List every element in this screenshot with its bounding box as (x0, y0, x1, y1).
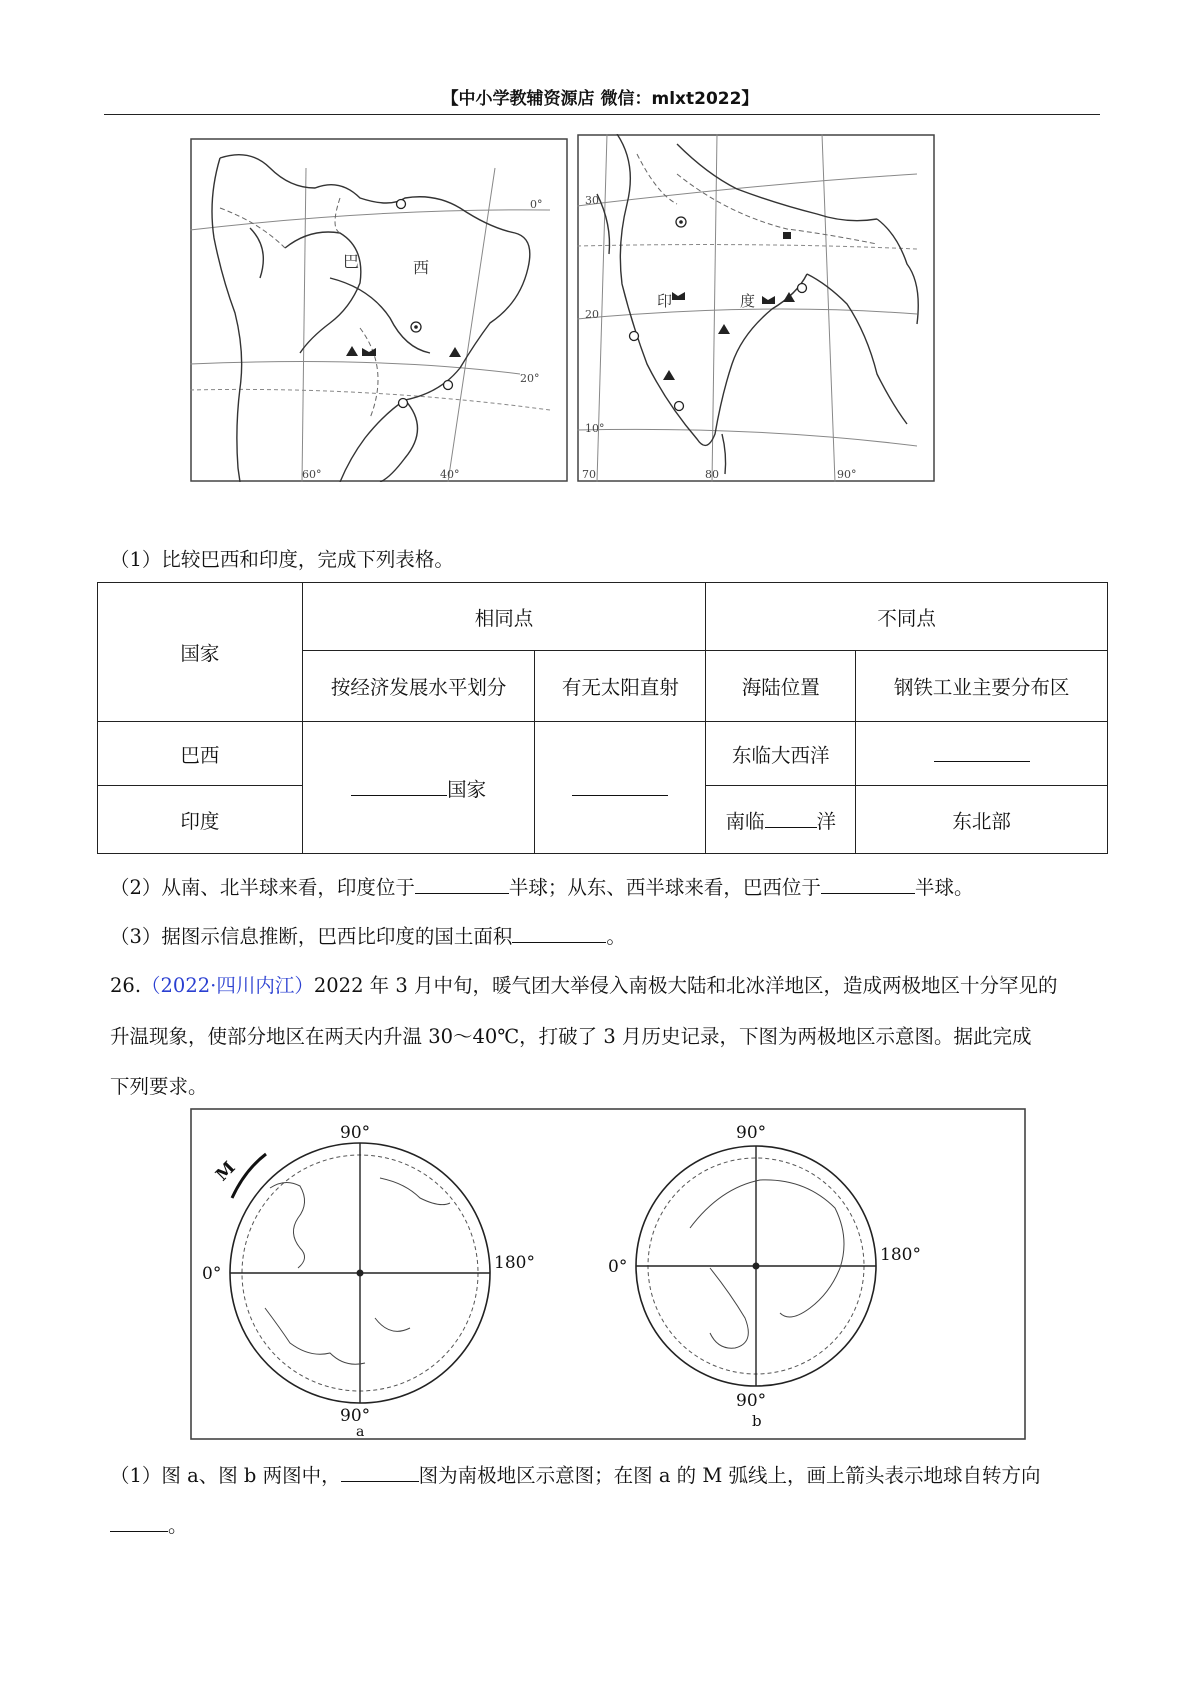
india-label-2: 度 (740, 292, 756, 310)
polar-a-top: 90° (340, 1123, 371, 1143)
blank-sun[interactable] (572, 775, 668, 796)
question-2: （2）从南、北半球来看，印度位于 半球；从东、西半球来看，巴西位于 半球。 (110, 872, 973, 900)
india-sea-suffix: 洋 (816, 809, 837, 833)
cell-india-sea (706, 786, 856, 854)
polar-a-caption: a (356, 1424, 365, 1440)
india-lat-30: 30 (585, 194, 599, 207)
brazil-lat-20: 20° (520, 372, 540, 385)
brazil-lon-60: 60° (302, 468, 322, 481)
polar-b-top: 90° (736, 1123, 767, 1143)
blank-q3-area[interactable] (512, 922, 606, 943)
cell-sun-answer (535, 722, 706, 854)
header-same: 相同点 (302, 583, 706, 651)
cell-india-steel: 东北部 (856, 786, 1108, 854)
row-brazil-label: 巴西 (98, 722, 303, 786)
blank-q2-hemisphere-ew[interactable] (821, 873, 915, 894)
polar-a-left: 0° (202, 1264, 222, 1284)
question-source-link[interactable]: （2022·四川内江） (141, 974, 314, 997)
question-3: （3）据图示信息推断，巴西比印度的国土面积 。 (110, 921, 626, 949)
polar-diagram (190, 1108, 1026, 1440)
brazil-label-1: 巴 (343, 252, 360, 271)
india-sea-prefix: 南临 (725, 809, 765, 833)
header-country: 国家 (98, 583, 303, 722)
polar-b-left: 0° (608, 1257, 628, 1277)
econ-suffix: 国家 (447, 777, 487, 801)
cell-brazil-steel (856, 722, 1108, 786)
header-divider (104, 114, 1100, 115)
question-26-line-2: 升温现象，使部分地区在两天内升温 30～40℃，打破了 3 月历史记录，下图为两极地区示意图。据此完成 (110, 1025, 1032, 1048)
page-header: 【中小学教辅资源店 微信：mlxt2022】 (441, 89, 759, 109)
india-lat-10: 10° (585, 422, 605, 435)
blank-q26-1-figure[interactable] (341, 1461, 419, 1482)
question-26-line-3: 下列要求。 (110, 1075, 208, 1098)
question-26-1-line-1: （1）图 a、图 b 两图中， 图为南极地区示意图；在图 a 的 M 弧线上，画上箭头表示地球自转方向 (110, 1460, 1041, 1488)
brazil-label-2: 西 (413, 258, 430, 277)
question-number: 26. (110, 974, 142, 997)
india-lon-90: 90° (837, 468, 857, 481)
question-26-1-line-2: 。 (110, 1510, 188, 1538)
header-steel: 钢铁工业主要分布区 (856, 651, 1108, 722)
cell-econ-answer (302, 722, 535, 854)
question-1: （1）比较巴西和印度，完成下列表格。 (110, 548, 454, 571)
question-26-line-1: 26.（2022·四川内江）2022 年 3 月中旬，暖气团大举侵入南极大陆和北冰洋地区，造成两极地区十分罕见的 (110, 974, 1058, 997)
polar-b-caption: b (752, 1412, 762, 1430)
row-india-label: 印度 (98, 786, 303, 854)
india-map (577, 134, 935, 482)
polar-b-right: 180° (880, 1245, 921, 1265)
india-lat-20: 20 (585, 308, 599, 321)
india-lon-80: 80 (705, 468, 719, 481)
brazil-lat-0: 0° (530, 198, 543, 211)
brazil-map (190, 138, 568, 482)
polar-b-bottom: 90° (736, 1391, 767, 1411)
brazil-lon-40: 40° (440, 468, 460, 481)
polar-a-bottom: 90° (340, 1406, 371, 1426)
india-label-1: 印 (657, 292, 673, 310)
blank-india-sea[interactable] (765, 807, 817, 828)
header-diff: 不同点 (706, 583, 1108, 651)
blank-brazil-steel[interactable] (934, 741, 1030, 762)
india-lon-70: 70 (582, 468, 596, 481)
blank-econ[interactable] (351, 775, 447, 796)
blank-q26-1-direction[interactable] (110, 1511, 168, 1532)
blank-q2-hemisphere-ns[interactable] (415, 873, 509, 894)
header-econ: 按经济发展水平划分 (302, 651, 535, 722)
comparison-table (97, 582, 1108, 854)
arc-m-label: M (212, 1157, 240, 1186)
polar-a-right: 180° (494, 1253, 535, 1273)
header-sea: 海陆位置 (706, 651, 856, 722)
header-sun: 有无太阳直射 (535, 651, 706, 722)
cell-brazil-sea: 东临大西洋 (706, 722, 856, 786)
